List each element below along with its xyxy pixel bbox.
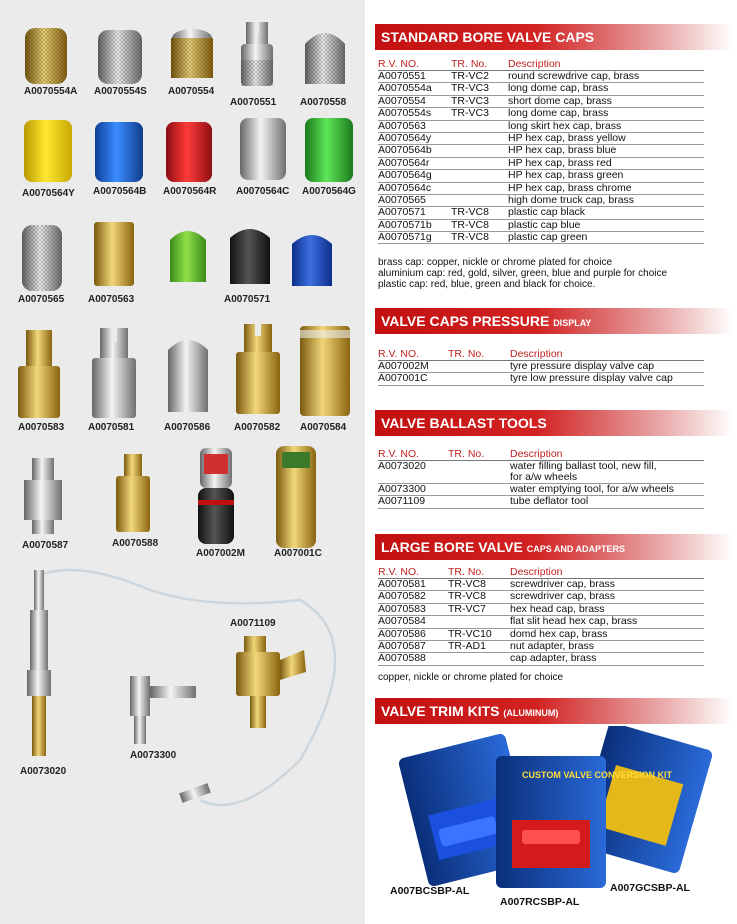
cell-desc: domd hex cap, brass bbox=[510, 628, 608, 640]
column-header-rv: R.V. NO. bbox=[378, 448, 420, 460]
cell-desc: high dome truck cap, brass bbox=[508, 194, 635, 206]
table-row bbox=[378, 96, 704, 108]
table-pressure bbox=[378, 348, 704, 386]
cap-A007001C bbox=[276, 446, 316, 548]
cell-rv: A0070554s bbox=[378, 108, 432, 120]
cell-tr bbox=[448, 484, 510, 495]
product-illustrations bbox=[0, 0, 365, 924]
cell-tr: TR-VC3 bbox=[451, 108, 489, 120]
table-header bbox=[378, 348, 704, 361]
cell-tr bbox=[451, 158, 508, 169]
cell-tr: TR-VC10 bbox=[448, 628, 492, 640]
section-header-large: LARGE BORE VALVE CAPS AND ADAPTERS bbox=[375, 534, 733, 560]
table-row bbox=[378, 71, 704, 83]
cell-desc: water emptying tool, for a/w wheels bbox=[510, 484, 674, 495]
table-row bbox=[378, 373, 704, 385]
table-large bbox=[378, 566, 704, 666]
cell-tr: TR-VC3 bbox=[451, 83, 489, 95]
cell-rv: A0073020 bbox=[378, 461, 426, 472]
cell-desc: short dome cap, brass bbox=[508, 95, 612, 107]
part-label: A0073020 bbox=[20, 766, 67, 777]
part-label: A0070565 bbox=[18, 294, 65, 305]
cell-tr: TR-VC2 bbox=[451, 71, 489, 82]
table-header bbox=[378, 566, 704, 579]
table-row bbox=[378, 145, 704, 157]
table-row bbox=[378, 195, 704, 207]
cell-desc: flat slit head hex cap, brass bbox=[510, 616, 638, 628]
cap-plastic-blue bbox=[292, 235, 332, 286]
cap-A0070563 bbox=[94, 222, 134, 286]
kit-label-red: A007RCSBP-AL bbox=[500, 896, 580, 908]
note-line: plastic cap: red, blue, green and black for choice. bbox=[378, 279, 596, 290]
table-row bbox=[378, 496, 704, 508]
cell-rv: A0070563 bbox=[378, 120, 426, 132]
cell-tr: TR-VC3 bbox=[451, 95, 489, 107]
column-header-rv: R.V. NO. bbox=[378, 348, 420, 360]
cell-desc bbox=[510, 461, 700, 484]
cap-A0070582 bbox=[236, 324, 280, 414]
note-line: brass cap: copper, nickle or chrome plated for choice bbox=[378, 257, 613, 268]
table-row bbox=[378, 361, 704, 373]
note-line: copper, nickle or chrome plated for choice bbox=[378, 672, 564, 683]
cell-rv: A0070571b bbox=[378, 219, 432, 231]
cell-rv: A0070588 bbox=[378, 653, 426, 665]
cell-rv: A007001C bbox=[378, 373, 428, 385]
part-label: A0070564B bbox=[93, 186, 147, 197]
part-label: A0070554 bbox=[168, 86, 215, 97]
kit-label-gold: A007GCSBP-AL bbox=[610, 882, 690, 894]
part-label: A0070582 bbox=[234, 422, 281, 433]
cell-rv: A0070583 bbox=[378, 603, 426, 615]
cell-desc: cap adapter, brass bbox=[510, 653, 597, 665]
cell-rv: A0070586 bbox=[378, 628, 426, 640]
table-standard bbox=[378, 58, 704, 244]
cell-desc: HP hex cap, brass chrome bbox=[508, 182, 632, 194]
cap-plastic-green bbox=[170, 231, 206, 282]
cap-A0070564B bbox=[95, 122, 143, 182]
cell-tr: TR-AD1 bbox=[448, 640, 486, 652]
table-row bbox=[378, 629, 704, 641]
table-row bbox=[378, 207, 704, 219]
cell-desc: HP hex cap, brass yellow bbox=[508, 132, 626, 144]
table-row bbox=[378, 641, 704, 653]
part-label: A0070564Y bbox=[22, 188, 75, 199]
table-row bbox=[378, 183, 704, 195]
column-header-desc: Description bbox=[510, 566, 563, 578]
cell-rv: A0070564r bbox=[378, 157, 430, 169]
part-label: A0070554A bbox=[24, 86, 78, 97]
cell-rv: A0070584 bbox=[378, 616, 426, 628]
cell-tr: TR-VC8 bbox=[448, 579, 486, 590]
table-row bbox=[378, 484, 704, 496]
cap-A0070558 bbox=[305, 33, 345, 84]
table-row bbox=[378, 133, 704, 145]
part-label: A0070583 bbox=[18, 422, 65, 433]
cell-desc: tyre pressure display valve cap bbox=[510, 361, 655, 372]
cap-A0070564R bbox=[166, 122, 212, 182]
cell-tr bbox=[451, 170, 508, 181]
column-header-desc: Description bbox=[510, 348, 563, 360]
cap-A0070564Y bbox=[24, 120, 72, 182]
cell-tr: TR-VC7 bbox=[448, 603, 486, 615]
table-ballast bbox=[378, 448, 704, 509]
table-row bbox=[378, 108, 704, 120]
cell-rv: A0073300 bbox=[378, 484, 426, 495]
part-label: A0073300 bbox=[130, 750, 177, 761]
cell-desc-line: water filling ballast tool, new fill, bbox=[510, 461, 657, 472]
cell-tr bbox=[448, 496, 510, 507]
adapter-A0070587 bbox=[24, 458, 62, 534]
section-header-standard: STANDARD BORE VALVE CAPS bbox=[375, 24, 733, 50]
table-row bbox=[378, 220, 704, 232]
cell-tr bbox=[448, 373, 510, 384]
cell-desc: long dome cap, brass bbox=[508, 108, 609, 120]
cell-tr bbox=[451, 195, 508, 206]
table-row bbox=[378, 158, 704, 170]
table-row bbox=[378, 121, 704, 133]
part-label: A0070581 bbox=[88, 422, 135, 433]
note-line: aluminium cap: red, gold, silver, green, blue and purple for choice bbox=[378, 268, 668, 279]
cell-rv: A0070551 bbox=[378, 71, 426, 82]
cell-desc: tube deflator tool bbox=[510, 496, 589, 508]
cell-desc-line: for a/w wheels bbox=[510, 471, 578, 484]
tool-A0073020 bbox=[27, 570, 51, 756]
column-header-desc: Description bbox=[510, 448, 563, 460]
table-row bbox=[378, 170, 704, 182]
kit-package-text: CUSTOM VALVE CONVERSION KIT bbox=[522, 770, 673, 780]
column-header-tr: TR. No. bbox=[448, 566, 485, 578]
cell-rv: A0070571g bbox=[378, 232, 432, 244]
part-label: A0070587 bbox=[22, 540, 69, 551]
table-header bbox=[378, 58, 704, 71]
part-label: A0070564G bbox=[302, 186, 356, 197]
cell-desc: plastic cap blue bbox=[508, 219, 581, 231]
cap-A0070551 bbox=[241, 22, 273, 86]
section-header-pressure: VALVE CAPS PRESSURE DISPLAY bbox=[375, 308, 733, 334]
cell-desc: nut adapter, brass bbox=[510, 640, 595, 652]
cell-desc: HP hex cap, brass green bbox=[508, 170, 624, 182]
part-label: A0071109 bbox=[230, 618, 276, 629]
table-row bbox=[378, 604, 704, 616]
part-label: A0070563 bbox=[88, 294, 135, 305]
cell-tr bbox=[451, 183, 508, 194]
part-label: A007001C bbox=[274, 548, 322, 559]
part-label: A0070558 bbox=[300, 97, 347, 108]
cell-rv: A0070564y bbox=[378, 132, 432, 144]
cell-desc: round screwdrive cap, brass bbox=[508, 71, 640, 82]
cap-A0070584 bbox=[300, 326, 350, 416]
trim-kit-illustrations bbox=[372, 726, 737, 906]
column-header-desc: Description bbox=[508, 58, 561, 70]
cell-rv: A0070565 bbox=[378, 194, 426, 206]
cell-rv: A0070564b bbox=[378, 145, 432, 157]
cell-tr: TR-VC8 bbox=[451, 207, 489, 219]
cell-desc: tyre low pressure display valve cap bbox=[510, 373, 673, 385]
cell-rv: A0070564c bbox=[378, 182, 432, 194]
cell-tr bbox=[448, 361, 510, 372]
table-row bbox=[378, 579, 704, 591]
adapter-A0070588 bbox=[116, 454, 150, 532]
table-row bbox=[378, 83, 704, 95]
cell-desc: screwdriver cap, brass bbox=[510, 579, 616, 590]
part-label: A0070554S bbox=[94, 86, 147, 97]
cell-rv: A0071109 bbox=[378, 496, 426, 508]
cell-tr bbox=[448, 616, 510, 627]
part-label: A0070571 bbox=[224, 294, 271, 305]
part-label: A0070551 bbox=[230, 97, 277, 108]
cap-A0070554 bbox=[171, 29, 213, 78]
part-label: A0070564C bbox=[236, 186, 290, 197]
notes-standard bbox=[378, 257, 667, 290]
column-header-rv: R.V. NO. bbox=[378, 58, 420, 70]
table-header bbox=[378, 448, 704, 461]
cell-tr bbox=[448, 653, 510, 664]
cell-desc: hex head cap, brass bbox=[510, 603, 605, 615]
cell-desc: HP hex cap, brass blue bbox=[508, 145, 617, 157]
cell-tr bbox=[451, 133, 508, 144]
cap-A007002M bbox=[198, 448, 234, 544]
cell-desc: screwdriver cap, brass bbox=[510, 591, 616, 603]
cap-A0070571 bbox=[230, 229, 270, 284]
table-row bbox=[378, 616, 704, 628]
table-row bbox=[378, 653, 704, 665]
cell-rv: A0070587 bbox=[378, 640, 426, 652]
cell-rv: A0070581 bbox=[378, 579, 426, 590]
notes-large bbox=[378, 672, 563, 683]
cell-rv: A0070554 bbox=[378, 95, 426, 107]
cell-tr: TR-VC8 bbox=[451, 232, 489, 244]
cap-A0070586 bbox=[168, 340, 208, 412]
cell-rv: A0070554a bbox=[378, 83, 432, 95]
cap-A0070554A bbox=[25, 28, 67, 84]
section-header-ballast: VALVE BALLAST TOOLS bbox=[375, 410, 733, 436]
part-label: A0070584 bbox=[300, 422, 347, 433]
cell-rv: A0070582 bbox=[378, 591, 426, 603]
kit-label-blue: A007BCSBP-AL bbox=[390, 885, 470, 897]
column-header-tr: TR. No. bbox=[448, 348, 485, 360]
cell-tr bbox=[451, 145, 508, 156]
cell-desc: plastic cap black bbox=[508, 207, 586, 219]
column-header-tr: TR. No. bbox=[448, 448, 485, 460]
cell-desc: long dome cap, brass bbox=[508, 83, 609, 95]
cell-desc: long skirt hex cap, brass bbox=[508, 120, 622, 132]
catalog-panel bbox=[372, 0, 737, 924]
cell-rv: A007002M bbox=[378, 361, 429, 372]
part-label: A0070588 bbox=[112, 538, 159, 549]
tool-A0073300 bbox=[130, 676, 211, 803]
cell-rv: A0070571 bbox=[378, 207, 426, 219]
part-label: A007002M bbox=[196, 548, 245, 559]
cap-A0070564G bbox=[305, 118, 353, 182]
cap-A0070554S bbox=[98, 30, 142, 84]
table-row bbox=[378, 461, 704, 484]
cap-A0070564C bbox=[240, 118, 286, 180]
table-row bbox=[378, 591, 704, 603]
column-header-rv: R.V. NO. bbox=[378, 566, 420, 578]
cell-rv: A0070564g bbox=[378, 170, 432, 182]
part-label: A0070586 bbox=[164, 422, 211, 433]
column-header-tr: TR. No. bbox=[451, 58, 488, 70]
product-photo-panel bbox=[0, 0, 365, 924]
cap-A0070583 bbox=[18, 330, 60, 418]
cell-tr: TR-VC8 bbox=[448, 591, 486, 603]
cell-tr bbox=[451, 121, 508, 132]
cell-desc: plastic cap green bbox=[508, 232, 588, 244]
section-header-trim: VALVE TRIM KITS (ALUMINUM) bbox=[375, 698, 733, 724]
cap-A0070565 bbox=[22, 225, 62, 291]
part-label: A0070564R bbox=[163, 186, 217, 197]
cell-tr: TR-VC8 bbox=[451, 219, 489, 231]
cell-desc: HP hex cap, brass red bbox=[508, 157, 612, 169]
table-row bbox=[378, 232, 704, 244]
tool-A0071109 bbox=[236, 636, 306, 728]
cap-A0070581 bbox=[92, 328, 136, 418]
